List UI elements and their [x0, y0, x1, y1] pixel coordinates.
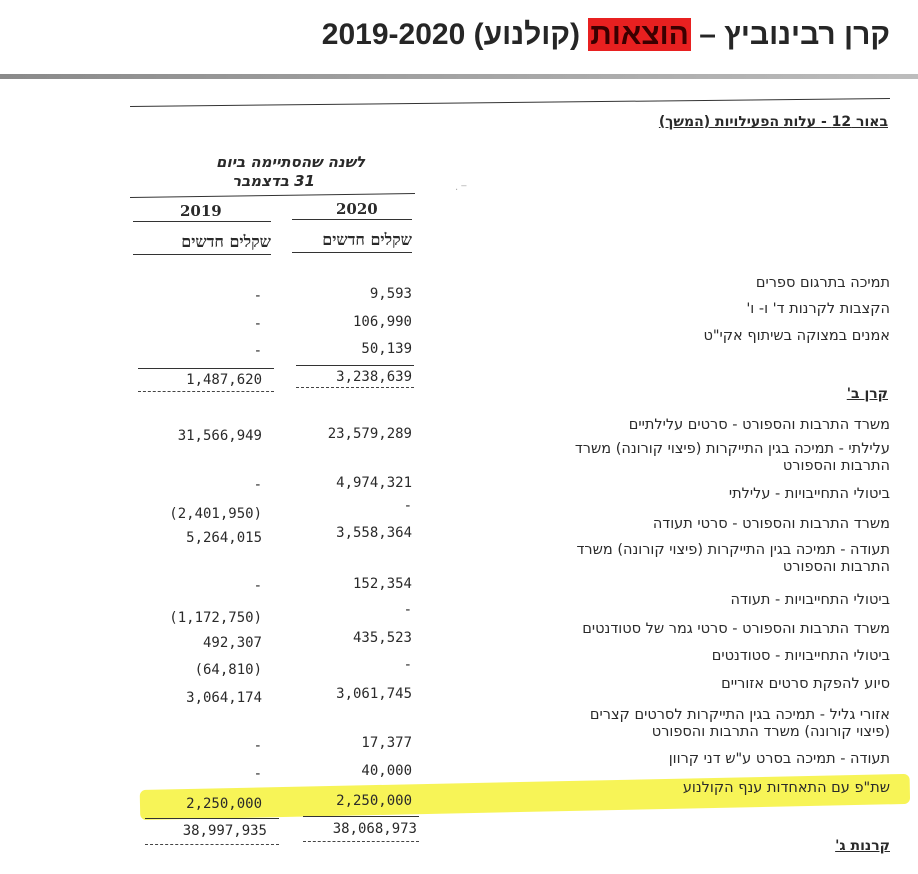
row-value-2019: -	[253, 578, 262, 594]
row-label: שת"פ עם התאחדות ענף הקולנוע	[682, 780, 890, 796]
row-value-2020: 17,377	[361, 735, 412, 751]
year-underline-2019	[133, 221, 271, 222]
total-b-rule-2020	[303, 816, 419, 817]
row-value-2020: 2,250,000	[336, 793, 412, 809]
row-value-2020: 4,974,321	[336, 475, 412, 491]
total-b-2020: 38,068,973	[332, 821, 417, 837]
row-value-2019: 31,566,949	[177, 428, 262, 444]
subtotal-a-dash-2019	[138, 391, 274, 392]
row-label: תעודה - תמיכה בגין התייקרות (פיצוי קורונה) משרד	[576, 542, 890, 558]
row-value-2019: (1,172,750)	[169, 610, 262, 626]
row-label: ביטולי התחייבויות - סטודנטים	[711, 648, 890, 664]
row-value-2019: 492,307	[202, 635, 262, 651]
title-prefix: קרן רבינוביץ –	[690, 18, 890, 51]
row-value-2020: 40,000	[361, 763, 412, 779]
row-label: משרד התרבות והספורט - סרטי תעודה	[652, 516, 890, 532]
row-value-2020: 9,593	[369, 286, 412, 302]
title-divider	[0, 74, 918, 79]
row-value-2019: -	[253, 316, 262, 332]
period-heading-line1: לשנה שהסתיימה ביום	[216, 153, 365, 171]
total-b-dash-2019	[145, 844, 279, 845]
row-label: תמיכה בתרגום ספרים	[755, 275, 890, 291]
row-label: ביטולי התחייבויות - תעודה	[730, 592, 890, 608]
row-label-cont: (פיצוי קורונה) משרד התרבות והספורט	[651, 724, 890, 740]
row-value-2020: 23,579,289	[327, 426, 412, 442]
total-b-2019: 38,997,935	[182, 823, 267, 839]
row-value-2019: -	[253, 343, 262, 359]
title-highlight: הוצאות	[590, 18, 689, 51]
currency-underline-2020	[292, 252, 412, 253]
period-underline	[130, 193, 415, 198]
row-value-2019: 2,250,000	[186, 796, 262, 812]
col-2020-year: 2020	[336, 200, 378, 218]
row-label: סיוע להפקת סרטים אזוריים	[721, 676, 890, 692]
row-value-2020: 3,061,745	[336, 686, 412, 702]
row-label: ביטולי התחייבויות - עלילתי	[728, 486, 890, 502]
subtotal-a-rule-2019	[138, 368, 274, 369]
row-value-2020: 435,523	[352, 630, 412, 646]
subtotal-a-dash-2020	[296, 387, 414, 388]
year-underline-2020	[292, 219, 412, 220]
title-suffix: (קולנוע) 2019-2020	[321, 18, 589, 51]
scanned-document	[0, 80, 918, 874]
note-heading: באור 12 - עלות הפעילויות (המשך)	[658, 114, 888, 130]
col-2019-currency: שקלים חדשים	[181, 232, 271, 251]
total-b-rule-2019	[145, 818, 279, 819]
row-label: אזורי גליל - תמיכה בגין התייקרות לסרטים קצרים	[589, 707, 890, 723]
col-2020-currency: שקלים חדשים	[322, 230, 412, 249]
row-value-2019: -	[253, 477, 262, 493]
section-b-heading: קרן ב'	[846, 386, 888, 402]
row-value-2020: -	[403, 657, 412, 673]
col-2019-year: 2019	[180, 202, 222, 220]
row-value-2020: 106,990	[352, 314, 412, 330]
row-value-2019: 5,264,015	[186, 530, 262, 546]
scan-speck: · ‾	[455, 185, 467, 196]
row-value-2019: -	[253, 738, 262, 754]
row-value-2019: 3,064,174	[186, 690, 262, 706]
row-label: משרד התרבות והספורט - סרטים עלילתיים	[628, 417, 890, 433]
row-label: משרד התרבות והספורט - סרטי גמר של סטודנטים	[582, 621, 890, 637]
row-value-2020: -	[403, 602, 412, 618]
row-value-2020: 50,139	[361, 341, 412, 357]
currency-underline-2019	[133, 254, 271, 255]
row-value-2020: -	[403, 498, 412, 514]
row-value-2020: 152,354	[352, 576, 412, 592]
slide-title	[290, 18, 890, 58]
total-b-dash-2020	[303, 841, 419, 842]
row-label: הקצבות לקרנות ד' ו- ו'	[746, 301, 890, 317]
row-label-cont: התרבות והספורט	[782, 559, 890, 575]
period-heading-line2: 31 בדצמבר	[232, 172, 315, 190]
row-label: אמנים במצוקה בשיתוף אקי"ט	[703, 328, 890, 344]
row-value-2019: -	[253, 766, 262, 782]
subtotal-a-rule-2020	[296, 365, 414, 366]
row-label-cont: התרבות והספורט	[782, 458, 890, 474]
row-label: תעודה - תמיכה בסרט ע"ש דני קרוון	[668, 751, 890, 767]
section-c-heading: קרנות ג'	[835, 838, 890, 854]
row-value-2019: (2,401,950)	[169, 506, 262, 522]
row-value-2019: (64,810)	[194, 662, 262, 678]
row-value-2019: -	[253, 288, 262, 304]
row-label: עלילתי - תמיכה בגין התייקרות (פיצוי קורונה) משרד	[574, 441, 890, 457]
subtotal-a-2019: 1,487,620	[186, 372, 262, 388]
subtotal-a-2020: 3,238,639	[336, 369, 412, 385]
row-value-2020: 3,558,364	[336, 525, 412, 541]
top-rule	[130, 98, 890, 107]
slide-title-bar	[0, 0, 918, 74]
